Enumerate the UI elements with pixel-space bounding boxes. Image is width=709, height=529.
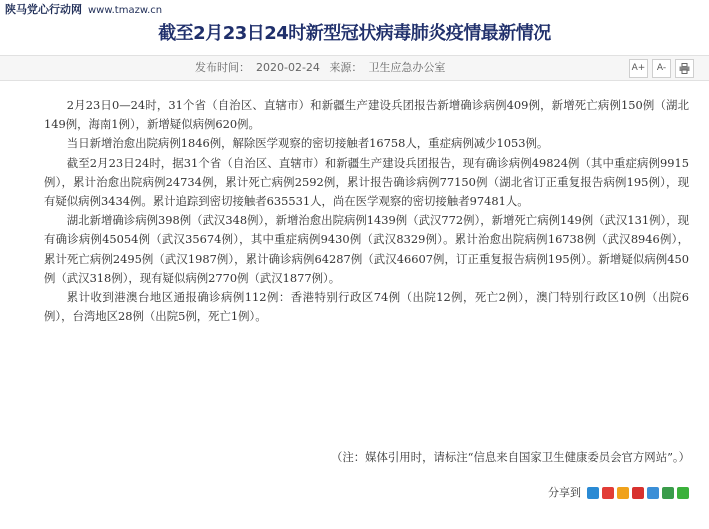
article-meta-bar <box>0 55 709 81</box>
douban-icon[interactable] <box>662 487 674 499</box>
share-label: 分享到 <box>548 486 581 499</box>
media-citation-note: （注：媒体引用时，请标注“信息来自国家卫生健康委员会官方网站”。） <box>330 450 690 464</box>
source-label: 来源： <box>329 61 363 74</box>
article-tools <box>625 59 694 78</box>
site-watermark <box>0 0 168 19</box>
article-body <box>44 96 689 326</box>
print-button[interactable] <box>675 59 694 78</box>
qzone-icon[interactable] <box>587 487 599 499</box>
kaixin-icon[interactable] <box>632 487 644 499</box>
paragraph-recoveries: 当日新增治愈出院病例1846例，解除医学观察的密切接触者16758人，重症病例减少1053例。 <box>66 136 549 151</box>
share-bar <box>548 484 692 502</box>
page-title: 截至2月23日24时新型冠状病毒肺炎疫情最新情况 <box>158 23 551 44</box>
paragraph-new-cases: 2月23日0—24时，31个省（自治区、直辖市）和新疆生产建设兵团报告新增确诊病例409例，新增死亡病例150例（湖北149例，海南1例），新增疑似病例620例。 <box>44 98 689 132</box>
paragraph-cumulative: 截至2月23日24时，据31个省（自治区、直辖市）和新疆生产建设兵团报告，现有确诊病例49824例（其中重症病例9915例），累计治愈出院病例24734例，累计死亡病例2592例，累计报告确诊病例77150例（湖北省订正重复报告病例195例），现有疑似病例3434例。累计追踪到密切接触者635531人，尚在医学观察的密切接触者97481人。 <box>44 155 689 209</box>
paragraph-hubei: 湖北新增确诊病例398例（武汉348例），新增治愈出院病例1439例（武汉772例），新增死亡病例149例（武汉131例），现有确诊病例45054例（武汉35674例），其中重症病例9430例（武汉8329例）。累计治愈出院病例16738例（武汉8946例），累计死亡病例2495例（武汉1987例），累计确诊病例64287例（武汉46607例，订正重复报告病例195例）。新增疑似病例450例（武汉318例），现有疑似病例2770例（武汉1877例）。 <box>44 213 689 285</box>
renren-icon[interactable] <box>617 487 629 499</box>
font-larger-button[interactable]: A+ <box>629 59 648 78</box>
tencent-weibo-icon[interactable] <box>647 487 659 499</box>
article-meta-info <box>195 56 451 80</box>
watermark-url: www.tmazw.cn <box>88 5 163 16</box>
publish-time-label: 发布时间： <box>195 61 250 74</box>
source: 卫生应急办公室 <box>368 61 446 74</box>
printer-icon <box>679 63 690 74</box>
wechat-icon[interactable] <box>677 487 689 499</box>
publish-time: 2020-02-24 <box>256 61 320 74</box>
font-smaller-button[interactable]: A- <box>652 59 671 78</box>
paragraph-hk-macau-taiwan: 累计收到港澳台地区通报确诊病例112例：香港特别行政区74例（出院12例，死亡2例），澳门特别行政区10例（出院6例），台湾地区28例（出院5例，死亡1例）。 <box>44 290 689 324</box>
watermark-text: 陕马党心行动网 <box>5 3 82 16</box>
weibo-icon[interactable] <box>602 487 614 499</box>
